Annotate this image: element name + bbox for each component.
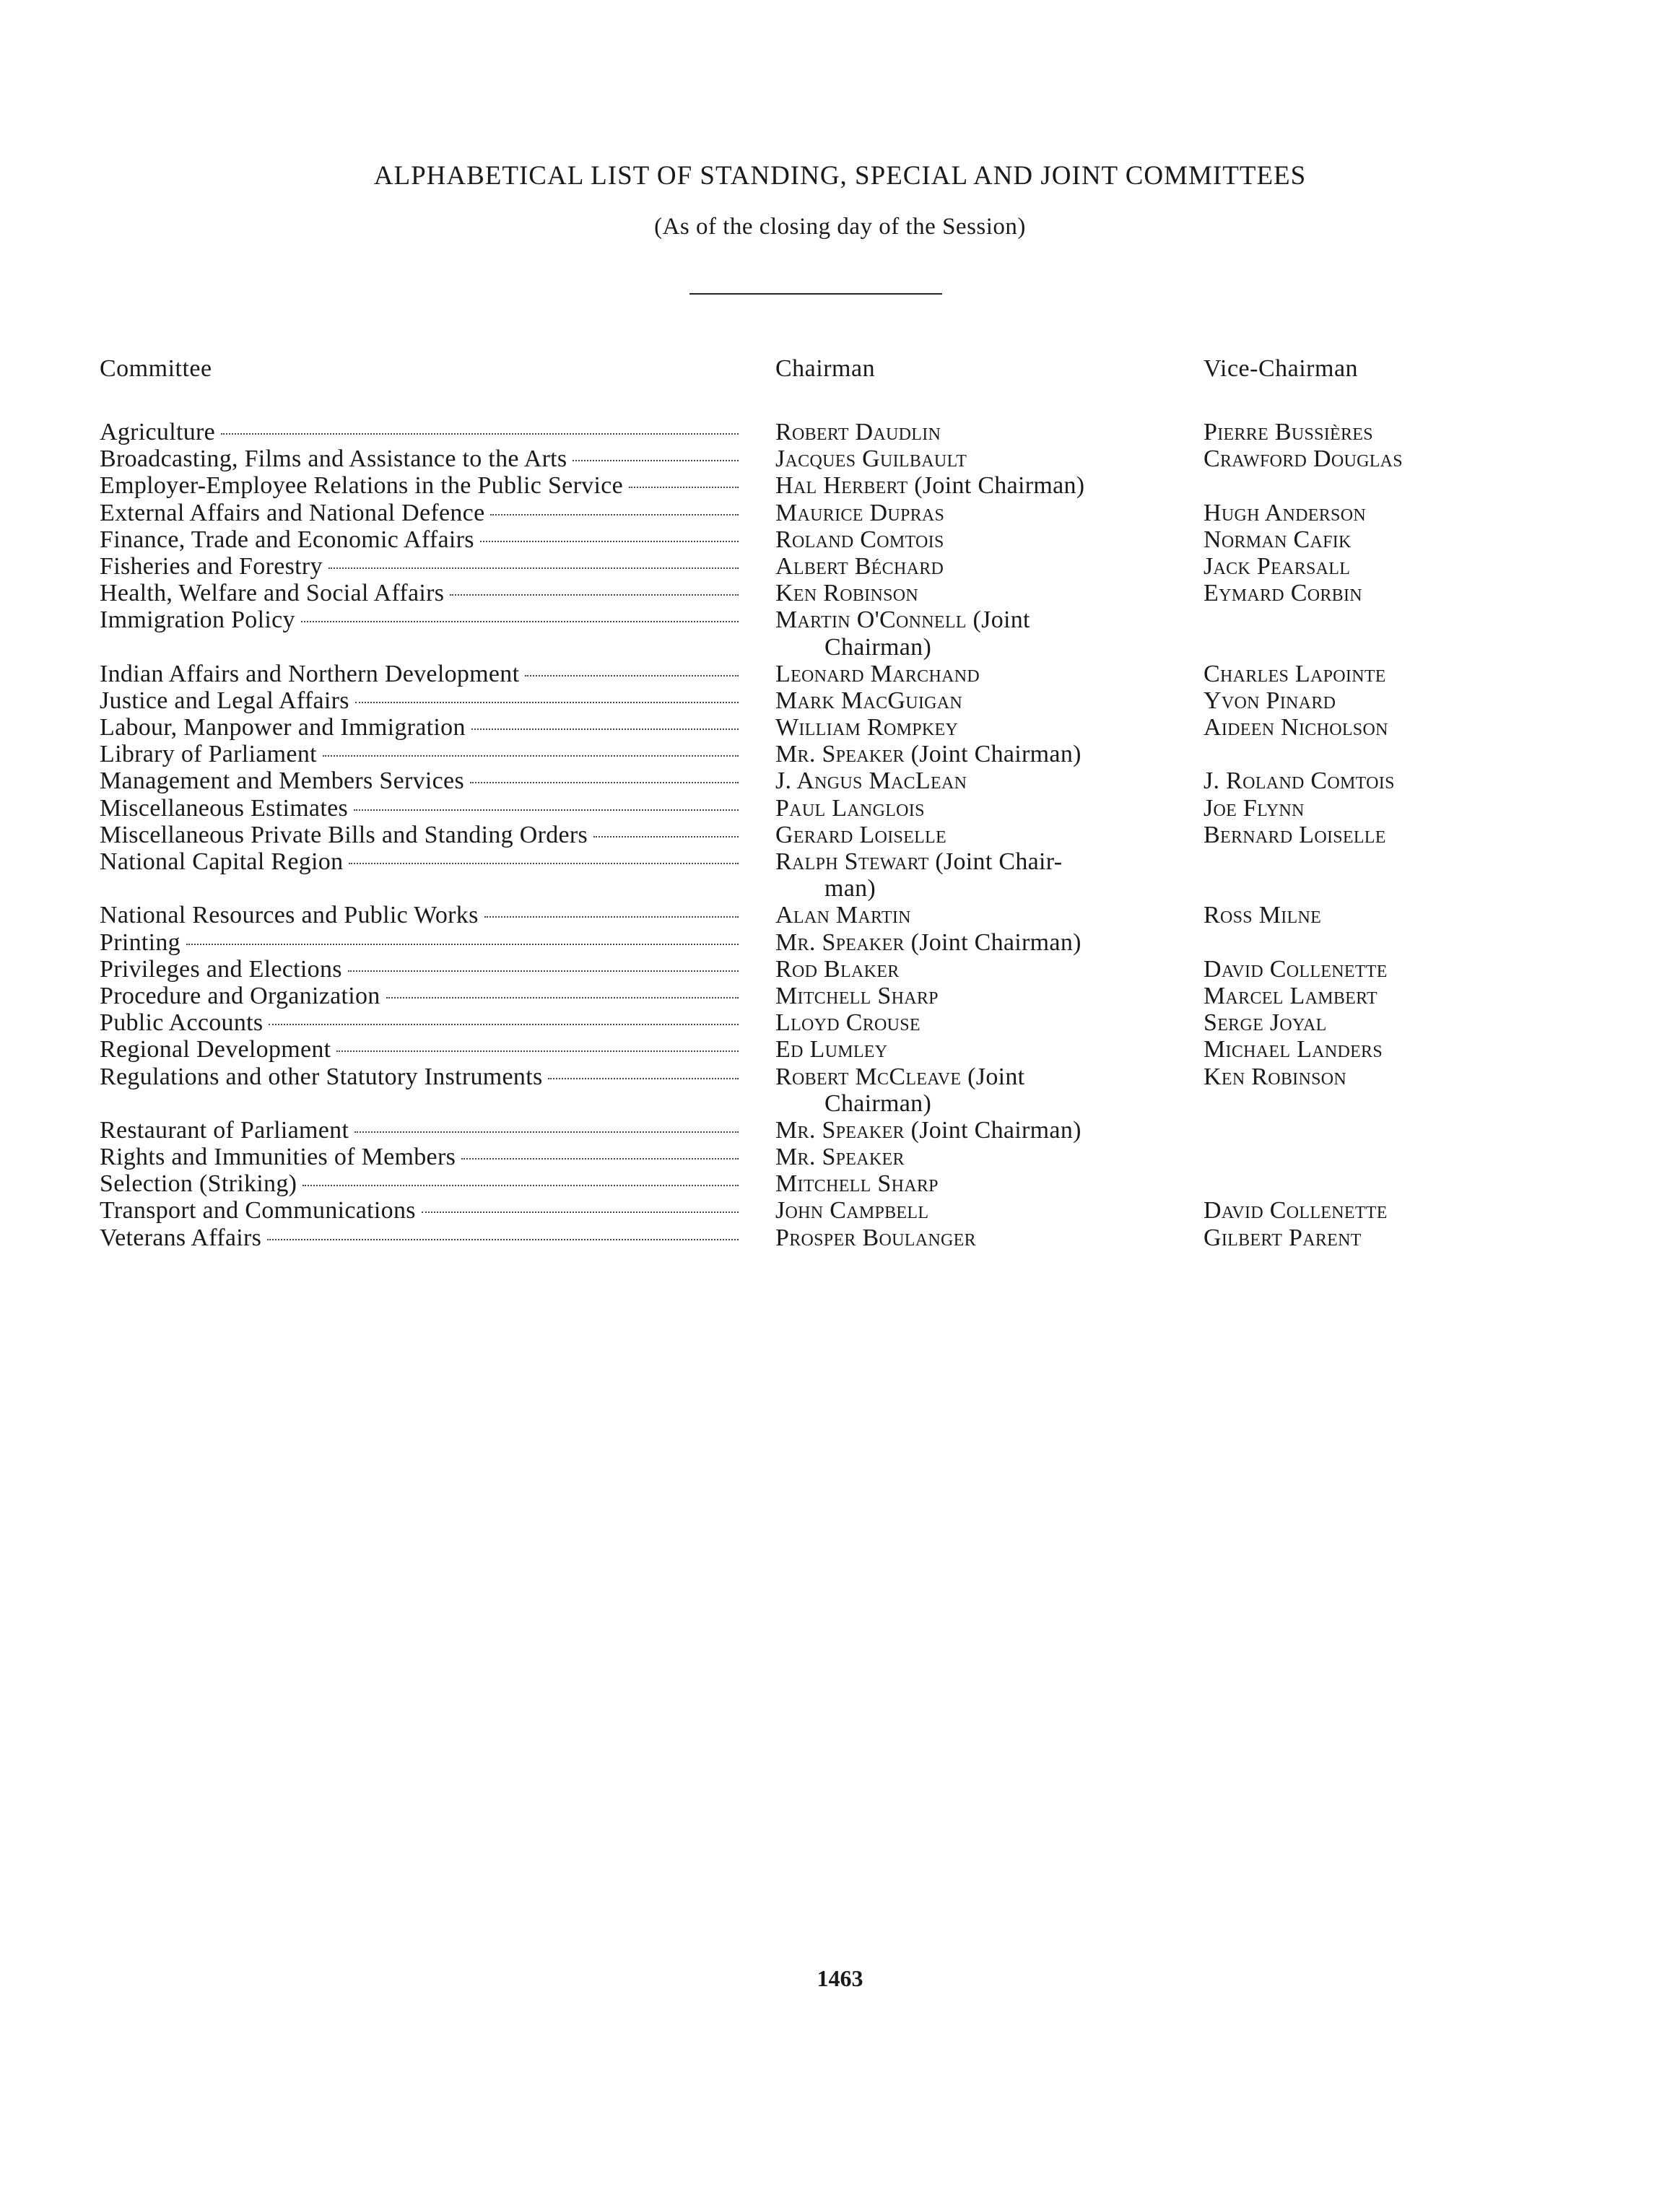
chairman-cell <box>775 606 1180 660</box>
vice-chairman-name: Norman Cafik <box>1204 526 1352 553</box>
dot-leader <box>354 809 739 811</box>
table-row <box>0 419 1680 445</box>
column-header-vice-chairman: Vice-Chairman <box>1204 355 1359 382</box>
vice-chairman-name: Marcel Lambert <box>1204 982 1377 1009</box>
chairman-name: Mark MacGuigan <box>775 687 963 714</box>
dot-leader <box>269 1024 739 1025</box>
dot-leader <box>355 702 739 703</box>
committee-name: Restaurant of Parliament <box>100 1116 349 1144</box>
chairman-name: Prosper Boulanger <box>775 1224 976 1251</box>
chairman-cell <box>775 1009 1180 1036</box>
table-row <box>0 767 1680 794</box>
chairman-name: Leonard Marchand <box>775 660 980 687</box>
table-row <box>0 848 1680 902</box>
vice-chairman-name: David Collenette <box>1204 1197 1388 1224</box>
vice-chairman-name: Yvon Pinard <box>1204 687 1336 714</box>
table-row <box>0 606 1680 660</box>
committee-cell <box>100 580 739 606</box>
chairman-note: (Joint Chair- <box>928 848 1063 876</box>
committee-name: Veterans Affairs <box>100 1224 262 1251</box>
committee-name: Justice and Legal Affairs <box>100 687 349 714</box>
dot-leader <box>593 836 739 838</box>
chairman-note: (Joint <box>966 606 1030 634</box>
chairman-name: Albert Béchard <box>775 552 944 580</box>
committee-name: Regulations and other Statutory Instruments <box>100 1063 543 1090</box>
chairman-name: Ken Robinson <box>775 580 918 607</box>
chairman-name: Mitchell Sharp <box>775 1170 939 1198</box>
committee-cell <box>100 526 739 553</box>
table-row <box>0 1036 1680 1063</box>
table-row <box>0 741 1680 767</box>
committee-name: Printing <box>100 928 180 956</box>
vice-chairman-name: Charles Lapointe <box>1204 660 1386 687</box>
vice-chairman-name: Gilbert Parent <box>1204 1224 1362 1251</box>
committee-cell <box>100 956 739 983</box>
dot-leader <box>573 460 739 461</box>
column-header-chairman: Chairman <box>775 355 876 382</box>
dot-leader <box>461 1158 739 1160</box>
chairman-note: (Joint Chairman) <box>904 928 1081 956</box>
dot-leader <box>480 541 739 542</box>
table-row <box>0 1197 1680 1224</box>
chairman-name: Alan Martin <box>775 902 911 929</box>
chairman-name: Ed Lumley <box>775 1036 888 1063</box>
chairman-name: Gerard Loiselle <box>775 821 946 848</box>
dot-leader <box>548 1078 739 1079</box>
chairman-name: Jacques Guilbault <box>775 445 967 473</box>
chairman-cell <box>775 848 1180 902</box>
dot-leader <box>328 567 739 569</box>
vice-chairman-name: Aideen Nicholson <box>1204 714 1388 741</box>
dot-leader <box>336 1050 739 1052</box>
dot-leader <box>450 594 739 596</box>
committee-name: Agriculture <box>100 419 216 445</box>
chairman-cell <box>775 580 1180 606</box>
committee-cell <box>100 606 739 633</box>
dot-leader <box>354 1131 739 1133</box>
chairman-name: Paul Langlois <box>775 794 925 822</box>
committee-name: Labour, Manpower and Immigration <box>100 714 466 741</box>
committee-name: Miscellaneous Private Bills and Standing Orders <box>100 821 588 848</box>
vice-chairman-name: Ross Milne <box>1204 902 1322 929</box>
committee-cell <box>100 767 739 794</box>
dot-leader <box>221 433 739 435</box>
committee-name: Finance, Trade and Economic Affairs <box>100 526 474 553</box>
chairman-name: Robert McCleave <box>775 1063 962 1090</box>
chairman-note: (Joint Chairman) <box>904 741 1081 768</box>
page-title: ALPHABETICAL LIST OF STANDING, SPECIAL AND JOINT COMMITTEES <box>373 161 1307 191</box>
committee-name: Public Accounts <box>100 1009 264 1037</box>
dot-leader <box>484 916 739 918</box>
committee-cell <box>100 1197 739 1224</box>
dot-leader <box>186 944 739 945</box>
committee-cell <box>100 553 739 580</box>
committee-name: National Capital Region <box>100 848 344 876</box>
chairman-name: Roland Comtois <box>775 526 944 553</box>
committee-table <box>0 419 1680 1251</box>
committee-name: Employer-Employee Relations in the Public Service <box>100 472 624 500</box>
committee-cell <box>100 848 739 875</box>
table-row <box>0 1063 1680 1117</box>
table-row <box>0 1117 1680 1144</box>
vice-chairman-name: Michael Landers <box>1204 1036 1383 1063</box>
committee-cell <box>100 929 739 956</box>
committee-cell <box>100 1009 739 1036</box>
column-header-committee: Committee <box>100 355 212 382</box>
dot-leader <box>629 487 739 488</box>
chairman-note: (Joint <box>961 1063 1025 1090</box>
table-row <box>0 956 1680 983</box>
table-row <box>0 1144 1680 1170</box>
committee-cell <box>100 714 739 741</box>
chairman-name: Mr. Speaker <box>775 1144 905 1171</box>
chairman-cell <box>775 795 1180 822</box>
committee-name: Management and Members Services <box>100 767 464 795</box>
committee-cell <box>100 1144 739 1170</box>
chairman-note-continued: Chairman) <box>824 633 932 661</box>
dot-leader <box>348 970 739 972</box>
committee-cell <box>100 500 739 526</box>
chairman-cell <box>775 500 1180 526</box>
committee-name: Indian Affairs and Northern Development <box>100 660 520 687</box>
chairman-cell <box>775 741 1180 767</box>
vice-chairman-name: Bernard Loiselle <box>1204 821 1386 848</box>
chairman-cell <box>775 526 1180 553</box>
table-row <box>0 822 1680 848</box>
table-row <box>0 526 1680 553</box>
chairman-cell <box>775 956 1180 983</box>
committee-name: National Resources and Public Works <box>100 902 479 929</box>
table-row <box>0 580 1680 606</box>
table-row <box>0 902 1680 928</box>
chairman-cell <box>775 714 1180 741</box>
dot-leader <box>323 755 739 757</box>
table-row <box>0 1224 1680 1251</box>
chairman-name: Mitchell Sharp <box>775 982 939 1009</box>
chairman-note-continued: Chairman) <box>824 1089 932 1117</box>
chairman-cell <box>775 1036 1180 1063</box>
chairman-name: Hal Herbert <box>775 472 908 500</box>
committee-name: Privileges and Elections <box>100 955 342 983</box>
chairman-cell <box>775 661 1180 687</box>
table-row <box>0 714 1680 741</box>
chairman-cell <box>775 767 1180 794</box>
vice-chairman-name: Eymard Corbin <box>1204 580 1362 607</box>
chairman-cell <box>775 687 1180 714</box>
chairman-cell <box>775 902 1180 928</box>
committee-name: Regional Development <box>100 1036 331 1063</box>
vice-chairman-name: Ken Robinson <box>1204 1063 1346 1090</box>
committee-name: Fisheries and Forestry <box>100 552 323 580</box>
chairman-note: (Joint Chairman) <box>904 1116 1081 1144</box>
chairman-note: (Joint Chairman) <box>908 472 1085 500</box>
committee-name: Transport and Communications <box>100 1197 416 1224</box>
chairman-cell <box>775 1170 1180 1197</box>
dot-leader <box>386 997 739 999</box>
vice-chairman-name: Jack Pearsall <box>1204 552 1351 580</box>
table-row <box>0 929 1680 956</box>
table-row <box>0 445 1680 472</box>
chairman-cell <box>775 1144 1180 1170</box>
committee-cell <box>100 1170 739 1197</box>
table-row <box>0 983 1680 1009</box>
table-row <box>0 500 1680 526</box>
committee-cell <box>100 687 739 714</box>
vice-chairman-name: Hugh Anderson <box>1204 499 1366 526</box>
dot-leader <box>470 782 739 783</box>
committee-name: External Affairs and National Defence <box>100 499 485 526</box>
committee-name: Library of Parliament <box>100 741 317 768</box>
table-row <box>0 795 1680 822</box>
chairman-cell <box>775 553 1180 580</box>
vice-chairman-name: Joe Flynn <box>1204 794 1305 822</box>
chairman-cell <box>775 1224 1180 1251</box>
committee-name: Miscellaneous Estimates <box>100 794 348 822</box>
chairman-name: Robert Daudlin <box>775 419 941 445</box>
dot-leader <box>303 1185 739 1186</box>
chairman-cell <box>775 472 1180 499</box>
chairman-cell <box>775 983 1180 1009</box>
dot-leader <box>267 1239 739 1240</box>
committee-name: Broadcasting, Films and Assistance to the Arts <box>100 445 567 473</box>
chairman-cell <box>775 1063 1180 1117</box>
chairman-name: Ralph Stewart <box>775 848 929 876</box>
chairman-name: J. Angus MacLean <box>775 767 967 795</box>
chairman-cell <box>775 1197 1180 1224</box>
vice-chairman-name: David Collenette <box>1204 955 1388 983</box>
chairman-name: William Rompkey <box>775 714 959 741</box>
committee-name: Immigration Policy <box>100 606 295 634</box>
committee-name: Health, Welfare and Social Affairs <box>100 580 445 607</box>
committee-name: Procedure and Organization <box>100 982 380 1009</box>
committee-cell <box>100 795 739 822</box>
chairman-cell <box>775 1117 1180 1144</box>
chairman-name: Mr. Speaker <box>775 928 905 956</box>
dot-leader <box>422 1211 739 1213</box>
title-divider <box>689 293 942 295</box>
chairman-name: Mr. Speaker <box>775 741 905 768</box>
chairman-name: Martin O'Connell <box>775 606 967 634</box>
committee-name: Selection (Striking) <box>100 1170 297 1198</box>
committee-cell <box>100 741 739 767</box>
chairman-name: John Campbell <box>775 1197 929 1224</box>
committee-cell <box>100 1063 739 1090</box>
committee-cell <box>100 822 739 848</box>
dot-leader <box>349 863 739 864</box>
chairman-name: Lloyd Crouse <box>775 1009 920 1037</box>
vice-chairman-name: Serge Joyal <box>1204 1009 1327 1037</box>
committee-cell <box>100 1224 739 1251</box>
committee-cell <box>100 983 739 1009</box>
committee-cell <box>100 445 739 472</box>
chairman-note-continued: man) <box>824 875 876 902</box>
table-row <box>0 661 1680 687</box>
dot-leader <box>471 728 739 730</box>
chairman-cell <box>775 822 1180 848</box>
committee-cell <box>100 1117 739 1144</box>
table-row <box>0 553 1680 580</box>
chairman-name: Mr. Speaker <box>775 1116 905 1144</box>
table-row <box>0 687 1680 714</box>
chairman-cell <box>775 929 1180 956</box>
vice-chairman-name: J. Roland Comtois <box>1204 767 1395 795</box>
vice-chairman-name: Crawford Douglas <box>1204 445 1403 473</box>
chairman-cell <box>775 445 1180 472</box>
dot-leader <box>490 514 739 515</box>
table-row <box>0 1009 1680 1036</box>
chairman-cell <box>775 419 1180 445</box>
table-row <box>0 1170 1680 1197</box>
committee-name: Rights and Immunities of Members <box>100 1144 456 1171</box>
vice-chairman-name: Pierre Bussières <box>1204 419 1373 445</box>
committee-cell <box>100 902 739 928</box>
chairman-name: Maurice Dupras <box>775 499 945 526</box>
page-number: 1463 <box>817 1965 863 1991</box>
committee-cell <box>100 661 739 687</box>
committee-cell <box>100 419 739 445</box>
page-subtitle: (As of the closing day of the Session) <box>654 214 1026 240</box>
dot-leader <box>301 621 739 622</box>
dot-leader <box>525 675 739 676</box>
table-row <box>0 472 1680 499</box>
chairman-name: Rod Blaker <box>775 955 900 983</box>
committee-cell <box>100 1036 739 1063</box>
committee-cell <box>100 472 739 499</box>
